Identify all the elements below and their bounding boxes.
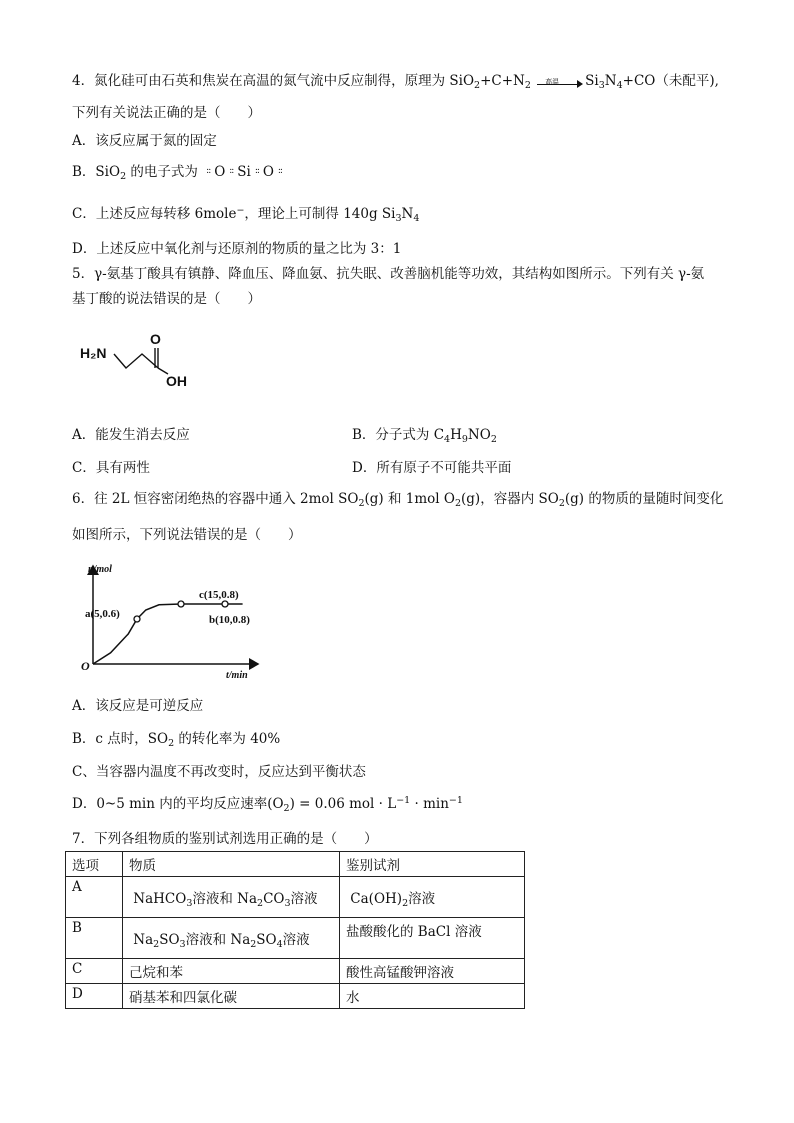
q6-option-b: B．c 点时，$SO_2$ 的转化率为 40% [72, 731, 281, 749]
q6-stem-line2: 如图所示，下列说法错误的是（ ） [72, 527, 302, 543]
svg-text:OH: OH [166, 373, 187, 389]
table-cell: A [66, 877, 123, 918]
table-row [66, 984, 525, 1009]
q5-stem-line2: 基丁酸的说法错误的是（ ） [72, 291, 261, 307]
q6-stem-line1: 6．往 2L 恒容密闭绝热的容器中通入 2mol $SO_2(g)$ 和 1mol $O_2(g)$，容器内 $SO_2(g)$ 的物质的量随时间变化 [72, 491, 724, 509]
table-cell: $Ca(OH)_2$溶液 [340, 877, 525, 918]
table-cell: 己烷和苯 [123, 959, 340, 984]
data-point [134, 616, 140, 622]
table-cell: $Na_2SO_3$溶液和 $Na_2SO_4$溶液 [123, 918, 340, 959]
table-cell: 水 [340, 984, 525, 1009]
q4-option-b: B．SiO$_2$ 的电子式为 :: O :: Si :: O :: [72, 164, 282, 182]
q7-stem: 7．下列各组物质的鉴别试剂选用正确的是（ ） [72, 831, 378, 847]
reaction-arrow-icon: 高温 [537, 75, 583, 89]
q7-reagent-table [65, 851, 525, 1009]
q5-stem-line1: 5．γ-氨基丁酸具有镇静、降血压、降血氨、抗失眠、改善脑机能等功效，其结构如图所示。下列有关 γ-氨 [72, 266, 705, 282]
q4-option-d: D．上述反应中氧化剂与还原剂的物质的量之比为 3：1 [72, 241, 402, 257]
table-cell: 酸性高锰酸钾溶液 [340, 959, 525, 984]
q4-option-c: C．上述反应每转移 6mole−，理论上可制得 140g $Si_3N_4$ [72, 205, 420, 224]
table-cell: C [66, 959, 123, 984]
q5-option-d: D．所有原子不可能共平面 [352, 460, 512, 476]
data-point [178, 601, 184, 607]
q6-option-d: D．0~5 min 内的平均反应速率$(O_2) = 0.06$ mol · $L^{-1} \cdot \min^{-1}$ [72, 795, 463, 814]
table-cell: B [66, 918, 123, 959]
table-row [66, 959, 525, 984]
table-cell: 盐酸酸化的 BaCl 溶液 [340, 918, 525, 959]
table-header: 鉴别试剂 [340, 852, 525, 877]
table-cell: D [66, 984, 123, 1009]
q6-option-c: C、当容器内温度不再改变时，反应达到平衡状态 [72, 764, 366, 780]
table-cell: NaHCO$_3$溶液和 $Na_2CO_3$溶液 [123, 877, 340, 918]
table-header-row [66, 852, 525, 877]
q4-option-a: A．该反应属于氮的固定 [72, 133, 217, 149]
svg-text:O: O [150, 331, 161, 347]
q4-stem-line1: 4．氮化硅可由石英和焦炭在高温的氮气流中反应制得，原理为 $SiO_2+C+N_2$ 高温 $Si_3N_4+CO$（未配平), [72, 73, 719, 91]
table-header: 选项 [66, 852, 123, 877]
q6-option-a: A．该反应是可逆反应 [72, 698, 204, 714]
table-row [66, 877, 525, 918]
origin-label: O [81, 659, 90, 673]
q4-stem-line2: 下列有关说法正确的是（ ） [72, 105, 261, 121]
q5-option-b: B．分子式为 $C_4H_9NO_2$ [352, 427, 497, 445]
q5-option-c: C．具有两性 [72, 460, 150, 476]
so2-amount-chart [78, 558, 278, 683]
svg-text:H₂N: H₂N [80, 345, 107, 361]
table-cell: 硝基苯和四氯化碳 [123, 984, 340, 1009]
table-row [66, 918, 525, 959]
data-point-label: b(10,0.8) [209, 614, 250, 626]
data-point-label: a(5,0.6) [85, 608, 120, 620]
q5-option-a: A．能发生消去反应 [72, 427, 190, 443]
x-axis-label: t/min [226, 670, 248, 681]
table-header: 物质 [123, 852, 340, 877]
gaba-structure-figure [80, 330, 210, 395]
data-point [222, 601, 228, 607]
y-axis-label: n/mol [88, 564, 112, 575]
data-point-label: c(15,0.8) [199, 589, 239, 601]
